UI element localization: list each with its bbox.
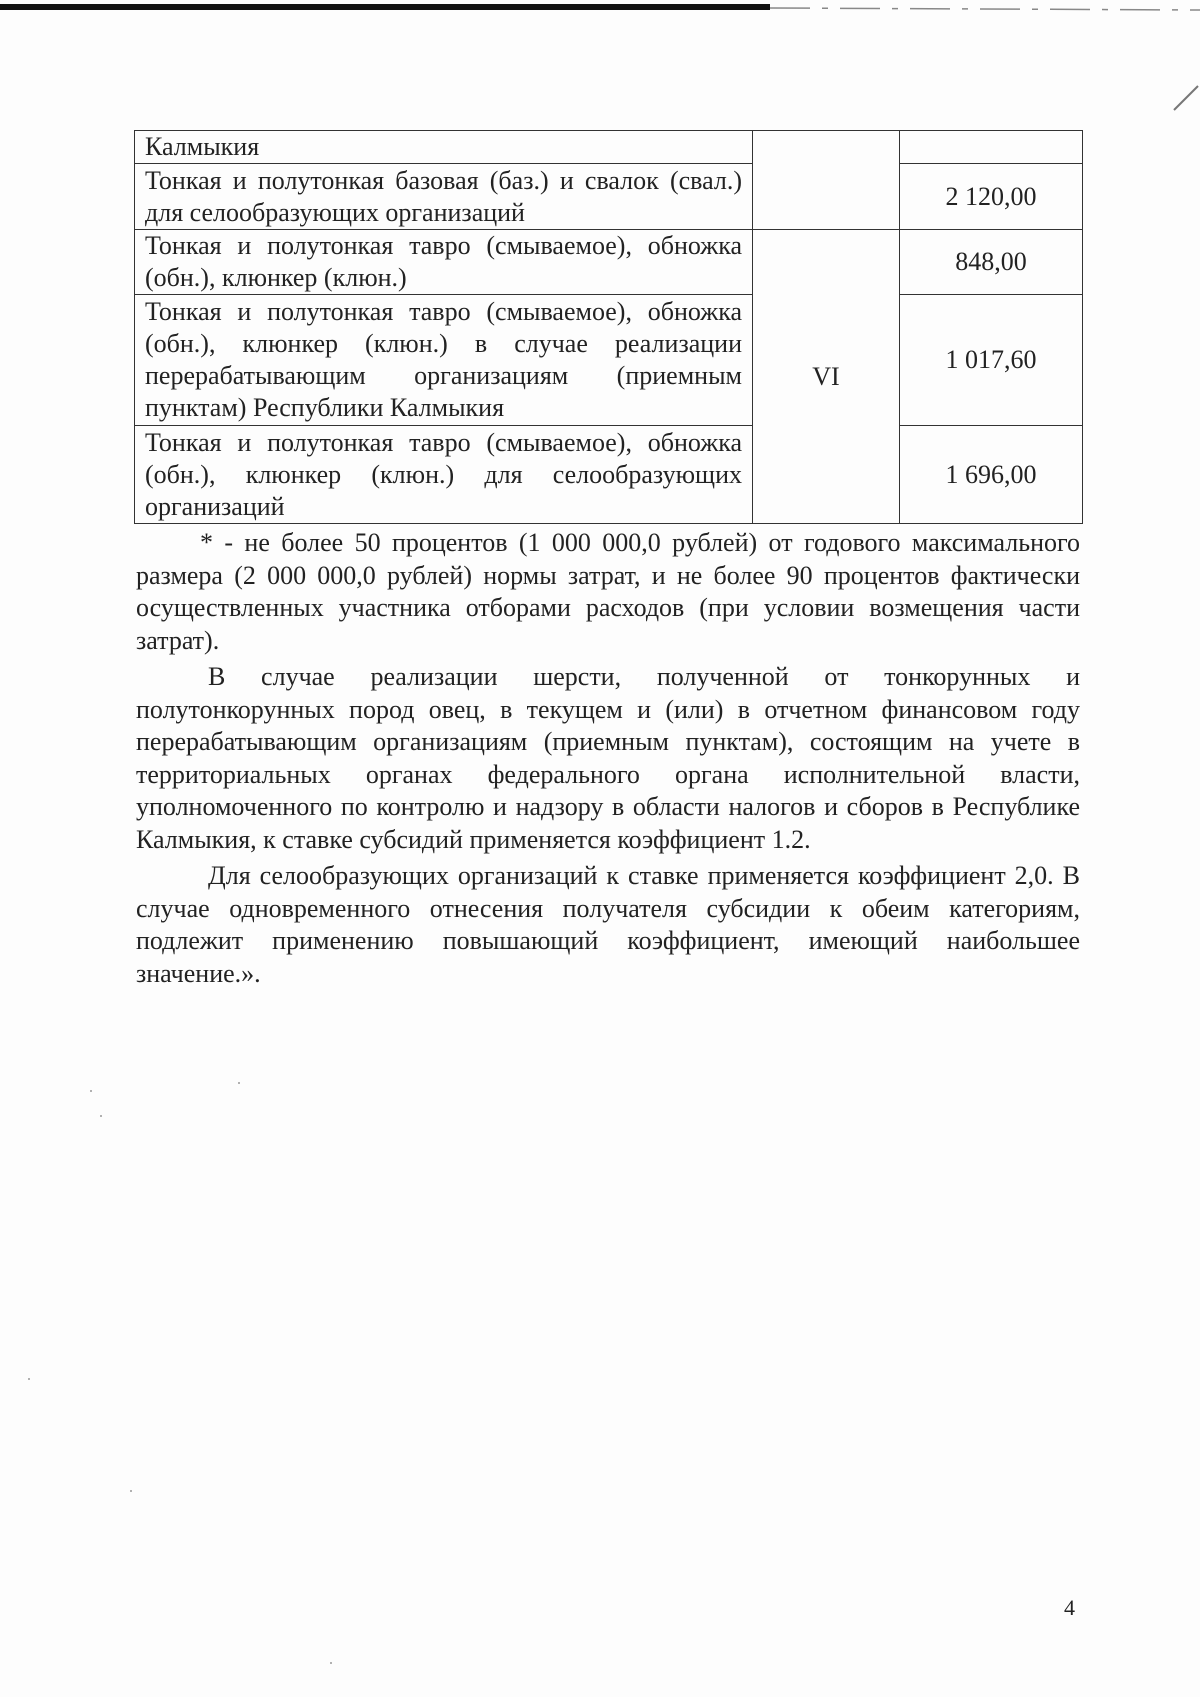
table-cell-value — [900, 131, 1083, 164]
table-cell-description: Тонкая и полутонкая базовая (баз.) и свалок (свал.) для селообразующих организаций — [135, 164, 753, 230]
scan-dust — [130, 1490, 132, 1492]
table-cell-description: Тонкая и полутонкая тавро (смываемое), обножка (обн.), клюнкер (клюн.) для селообразующих организаций — [135, 426, 753, 524]
table-cell-description: Тонкая и полутонкая тавро (смываемое), обножка (обн.), клюнкер (клюн.) в случае реализации перерабатывающим организациям (приемным пунктам) Республики Калмыкия — [135, 295, 753, 426]
scan-dust — [238, 1082, 240, 1084]
table-cell-value: 848,00 — [900, 230, 1083, 295]
table-row — [135, 426, 1083, 524]
table-cell-value: 1 017,60 — [900, 295, 1083, 426]
table-row — [135, 230, 1083, 295]
scan-dust — [90, 1090, 92, 1092]
table-cell-value: 2 120,00 — [900, 164, 1083, 230]
table-cell-description: Тонкая и полутонкая тавро (смываемое), обножка (обн.), клюнкер (клюн.) — [135, 230, 753, 295]
scan-edge-artifact — [0, 0, 1200, 20]
footnote: * - не более 50 процентов (1 000 000,0 рублей) от годового максимального размера (2 000 000,0 рублей) нормы затрат, и не более 90 процентов фактически осуществленных участника отборами расходов (при условии возмещения части затрат). — [136, 528, 1080, 655]
scan-stroke-artifact — [1170, 80, 1200, 120]
scan-dust — [28, 1378, 30, 1380]
paragraph: В случае реализации шерсти, полученной от тонкорунных и полутонкорунных пород овец, в текущем и (или) в отчетном финансовом году перерабатывающим организациям (приемным пунктам), состоящим на учете в территориальных органах федерального органа исполнительной власти, уполномоченного по контролю и надзору в области налогов и сборов в Республике Калмыкия, к ставке субсидий применяется коэффициент 1.2. — [136, 662, 1080, 854]
paragraph: Для селообразующих организаций к ставке применяется коэффициент 2,0. В случае одновременного отнесения получателя субсидии к обеим категориям, подлежит применению повышающий коэффициент, имеющий наибольшее значение.». — [136, 861, 1080, 988]
table-cell-description: Калмыкия — [135, 131, 753, 164]
page-number: 4 — [1064, 1595, 1075, 1620]
subsidy-rates-table — [134, 130, 1083, 524]
scan-dust — [330, 1662, 332, 1664]
table-cell-group-empty — [753, 131, 900, 230]
table-row — [135, 131, 1083, 164]
table-cell-group-label: VI — [753, 230, 900, 524]
table-cell-value: 1 696,00 — [900, 426, 1083, 524]
table-row — [135, 164, 1083, 230]
table-row — [135, 295, 1083, 426]
body-text — [136, 527, 1080, 990]
scan-dust — [100, 1115, 102, 1117]
